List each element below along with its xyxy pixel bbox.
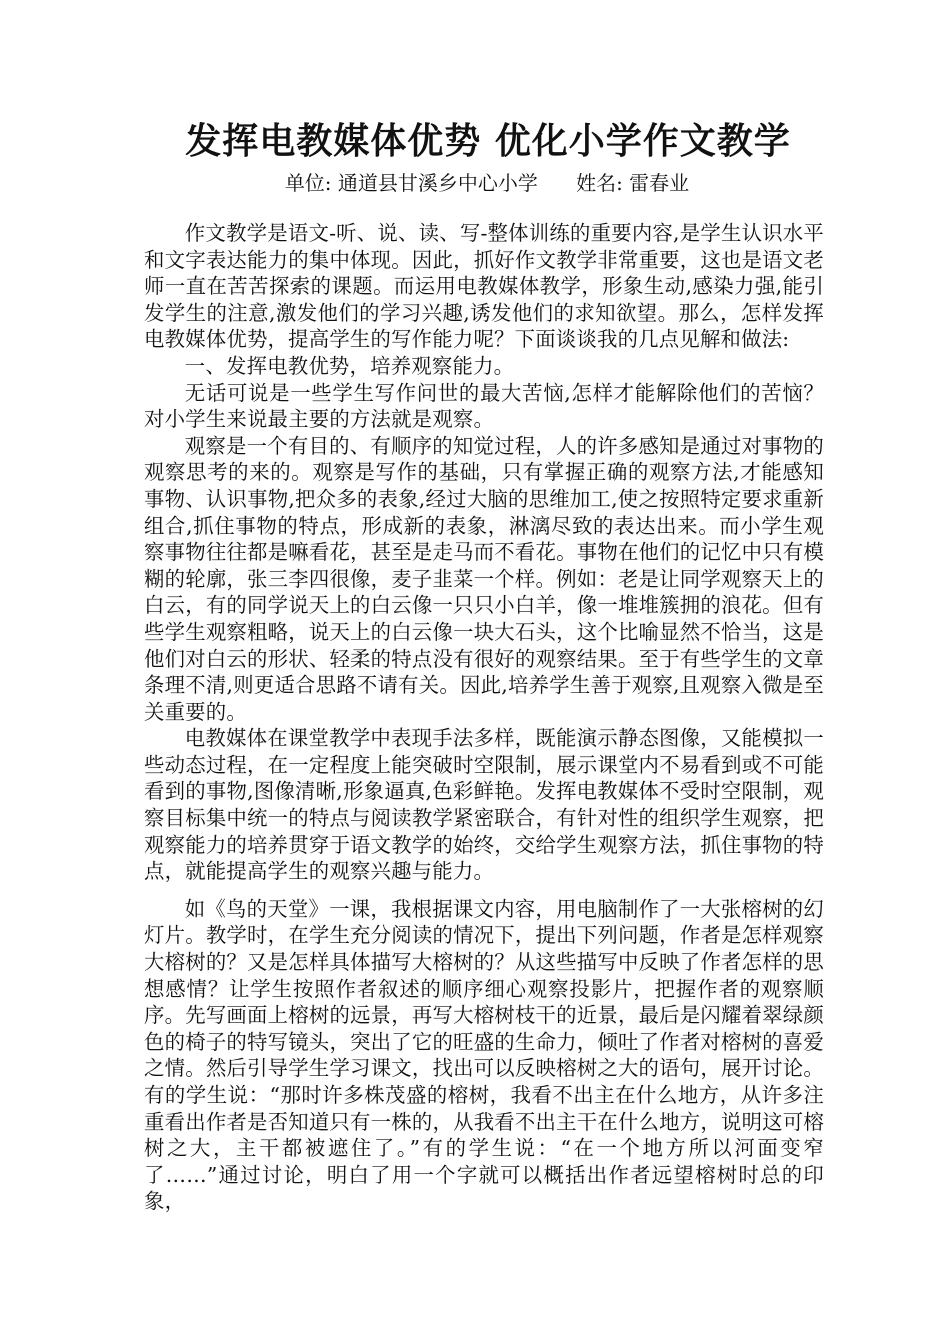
author-byline [144,168,824,198]
document-body [144,220,824,1215]
section-heading-1: 一、发挥电教优势，培养观察能力。 [184,353,515,378]
author-unit: 单位: 通道县甘溪乡中心小学 [284,171,538,195]
paragraph-intro: 作文教学是语文-听、说、读、写-整体训练的重要内容,是学生认识水平和文字表达能力的集中体现。因此，抓好作文教学非常重要，这也是语文老师一直在苦苦探索的课题。而运用电教媒体教学，形象生动,感染力强,能引发学生的注意,激发他们的学习兴趣,诱发他们的求知欲望。那么，怎样发挥电教媒体优势，提高学生的写作能力呢？下面谈谈我的几点见解和做法: [144,221,824,352]
document-title: 发挥电教媒体优势 优化小学作文教学 [185,121,791,162]
paragraph-observation-process: 观察是一个有目的、有顺序的知觉过程，人的许多感知是通过对事物的观察思考的来的。观察是写作的基础，只有掌握正确的观察方法,才能感知事物、认识事物,把众多的表象,经过大脑的思维加工,使之按照特定要求重新组合,抓住事物的特点，形成新的表象，淋漓尽致的表达出来。而小学生观察事物往往都是嘛看花，甚至是走马而不看花。事物在他们的记忆中只有模糊的轮廓，张三李四很像，麦子韭菜一个样。例如：老是让同学观察天上的白云，有的同学说天上的白云像一只只小白羊，像一堆堆簇拥的浪花。但有些学生观察粗略，说天上的白云像一块大石头，这个比喻显然不恰当，这是他们对白云的形状、轻柔的特点没有很好的观察结果。至于有些学生的文章条理不清,则更适合思路不请有关。因此,培养学生善于观察,且观察入微是至关重要的。 [144,433,824,724]
paragraph-media-advantages: 电教媒体在课堂教学中表现手法多样，既能演示静态图像，又能模拟一些动态过程，在一定程度上能突破时空限制，展示课堂内不易看到或不可能看到的事物,图像清晰,形象逼真,色彩鲜艳。发挥电教媒体不受时空限制，观察目标集中统一的特点与阅读教学紧密联合，有针对性的组织学生观察，把观察能力的培养贯穿于语文教学的始终，交给学生观察方法，抓住事物的特点，就能提高学生的观察兴趣与能力。 [144,726,824,884]
document-page [144,118,824,1215]
paragraph-observation-problem: 无话可说是一些学生写作问世的最大苦恼,怎样才能解除他们的苦恼？对小学生来说最主要的方法就是观察。 [144,380,824,432]
paragraph-example-lesson: 如《鸟的天堂》一课，我根据课文内容，用电脑制作了一大张榕树的幻灯片。教学时，在学生充分阅读的情况下，提出下列问题，作者是怎样观察大榕树的？又是怎样具体描写大榕树的？从这些描写中反映了作者怎样的思想感情？让学生按照作者叙述的顺序细心观察投影片，把握作者的观察顺序。先写画面上榕树的远景，再写大榕树枝干的近景，最后是闪耀着翠绿颜色的椅子的特写镜头，突出了它的旺盛的生命力，倾吐了作者对榕树的喜爱之情。然后引导学生学习课文，找出可以反映榕树之大的语句，展开讨论。有的学生说：“那时许多株茂盛的榕树，我看不出主在什么地方，从许多注重看出作者是否知道只有一株的，从我看不出主干在什么地方，说明这可榕树之大，主干都被遮住了。”有的学生说：“在一个地方所以河面变窄了……”通过讨论，明白了用一个字就可以概括出作者远望榕树时总的印象， [144,896,824,1214]
author-name: 姓名: 雷春业 [576,171,690,195]
